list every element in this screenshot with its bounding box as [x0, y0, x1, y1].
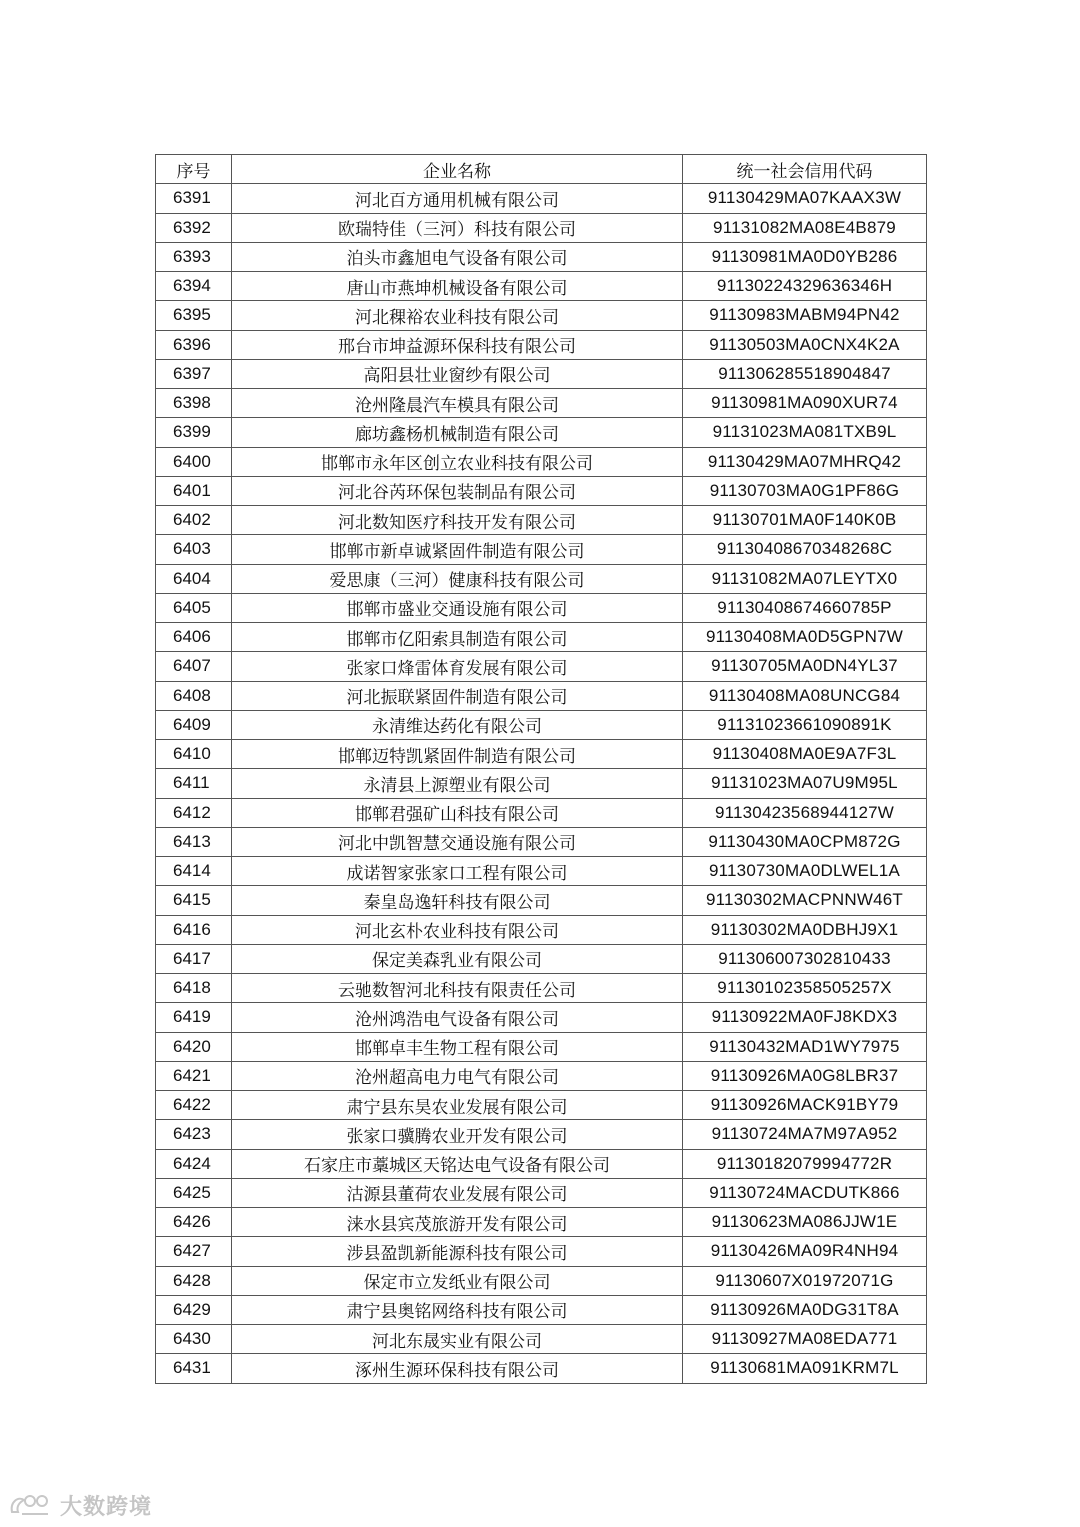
row-company-name: 邯郸君强矿山科技有限公司	[232, 798, 683, 827]
row-credit-code: 91130724MA7M97A952	[683, 1120, 927, 1149]
row-credit-code: 91130701MA0F140K0B	[683, 506, 927, 535]
row-seq: 6406	[156, 623, 232, 652]
row-seq: 6426	[156, 1208, 232, 1237]
row-company-name: 泊头市鑫旭电气设备有限公司	[232, 242, 683, 271]
watermark	[8, 1490, 152, 1520]
watermark-text: 大数跨境	[60, 1494, 153, 1520]
row-seq: 6415	[156, 886, 232, 915]
table-row	[156, 506, 927, 535]
row-credit-code: 91130408670348268C	[683, 535, 927, 564]
row-company-name: 邯郸市盛业交通设施有限公司	[232, 593, 683, 622]
row-credit-code: 911306285518904847	[683, 359, 927, 388]
row-company-name: 邯郸市永年区创立农业科技有限公司	[232, 447, 683, 476]
row-company-name: 高阳县壮业窗纱有限公司	[232, 359, 683, 388]
table-row	[156, 769, 927, 798]
row-company-name: 河北稞裕农业科技有限公司	[232, 301, 683, 330]
row-credit-code: 91130503MA0CNX4K2A	[683, 330, 927, 359]
table-row	[156, 213, 927, 242]
row-seq: 6392	[156, 213, 232, 242]
row-seq: 6405	[156, 593, 232, 622]
row-seq: 6407	[156, 652, 232, 681]
row-credit-code: 91130430MA0CPM872G	[683, 827, 927, 856]
table-row	[156, 1091, 927, 1120]
row-credit-code: 91130981MA090XUR74	[683, 389, 927, 418]
row-credit-code: 91130432MAD1WY7975	[683, 1032, 927, 1061]
row-credit-code: 91130927MA08EDA771	[683, 1325, 927, 1354]
row-company-name: 石家庄市藁城区天铭达电气设备有限公司	[232, 1149, 683, 1178]
row-credit-code: 91130429MA07MHRQ42	[683, 447, 927, 476]
table-row	[156, 1003, 927, 1032]
row-credit-code: 91130730MA0DLWEL1A	[683, 857, 927, 886]
row-seq: 6396	[156, 330, 232, 359]
row-credit-code: 91131023MA07U9M95L	[683, 769, 927, 798]
table-row	[156, 652, 927, 681]
row-company-name: 云驰数智河北科技有限责任公司	[232, 974, 683, 1003]
row-company-name: 秦皇岛逸轩科技有限公司	[232, 886, 683, 915]
row-seq: 6414	[156, 857, 232, 886]
row-seq: 6425	[156, 1178, 232, 1207]
table-row	[156, 944, 927, 973]
row-seq: 6419	[156, 1003, 232, 1032]
row-credit-code: 91130408MA0D5GPN7W	[683, 623, 927, 652]
row-company-name: 廊坊鑫杨机械制造有限公司	[232, 418, 683, 447]
row-company-name: 河北谷芮环保包装制品有限公司	[232, 476, 683, 505]
row-company-name: 河北玄朴农业科技有限公司	[232, 915, 683, 944]
table-row	[156, 681, 927, 710]
row-company-name: 邢台市坤益源环保科技有限公司	[232, 330, 683, 359]
table-row	[156, 1032, 927, 1061]
row-credit-code: 91130705MA0DN4YL37	[683, 652, 927, 681]
row-company-name: 张家口骥腾农业开发有限公司	[232, 1120, 683, 1149]
table-row	[156, 593, 927, 622]
row-seq: 6404	[156, 564, 232, 593]
row-credit-code: 911306007302810433	[683, 944, 927, 973]
row-seq: 6400	[156, 447, 232, 476]
row-company-name: 涉县盈凯新能源科技有限公司	[232, 1237, 683, 1266]
row-company-name: 爱思康（三河）健康科技有限公司	[232, 564, 683, 593]
row-company-name: 邯郸市新卓诚紧固件制造有限公司	[232, 535, 683, 564]
table-row	[156, 974, 927, 1003]
table-row	[156, 1061, 927, 1090]
row-seq: 6402	[156, 506, 232, 535]
table-row	[156, 301, 927, 330]
row-company-name: 永清维达药化有限公司	[232, 710, 683, 739]
table-row	[156, 1120, 927, 1149]
row-company-name: 河北振联紧固件制造有限公司	[232, 681, 683, 710]
row-seq: 6398	[156, 389, 232, 418]
row-credit-code: 91130224329636346H	[683, 272, 927, 301]
table-row	[156, 242, 927, 271]
row-credit-code: 91130926MA0DG31T8A	[683, 1295, 927, 1324]
table-row	[156, 184, 927, 213]
table-header-row	[156, 155, 927, 184]
table-row	[156, 1208, 927, 1237]
row-company-name: 肃宁县奥铭网络科技有限公司	[232, 1295, 683, 1324]
row-credit-code: 91130102358505257X	[683, 974, 927, 1003]
table-row	[156, 915, 927, 944]
row-credit-code: 91130681MA091KRM7L	[683, 1354, 927, 1383]
row-credit-code: 91130724MACDUTK866	[683, 1178, 927, 1207]
row-seq: 6411	[156, 769, 232, 798]
row-seq: 6403	[156, 535, 232, 564]
table-row	[156, 1149, 927, 1178]
row-seq: 6427	[156, 1237, 232, 1266]
row-credit-code: 91130926MACK91BY79	[683, 1091, 927, 1120]
row-company-name: 成诺智家张家口工程有限公司	[232, 857, 683, 886]
table-row	[156, 1178, 927, 1207]
table-row	[156, 389, 927, 418]
row-credit-code: 91130983MABM94PN42	[683, 301, 927, 330]
row-seq: 6428	[156, 1266, 232, 1295]
brand-logo-icon	[8, 1492, 54, 1518]
row-seq: 6418	[156, 974, 232, 1003]
row-company-name: 河北东晟实业有限公司	[232, 1325, 683, 1354]
row-company-name: 河北中凯智慧交通设施有限公司	[232, 827, 683, 856]
row-seq: 6394	[156, 272, 232, 301]
row-credit-code: 91130408674660785P	[683, 593, 927, 622]
row-company-name: 涿州生源环保科技有限公司	[232, 1354, 683, 1383]
row-credit-code: 91130408MA0E9A7F3L	[683, 740, 927, 769]
row-company-name: 河北数知医疗科技开发有限公司	[232, 506, 683, 535]
row-seq: 6430	[156, 1325, 232, 1354]
row-seq: 6431	[156, 1354, 232, 1383]
row-credit-code: 91130926MA0G8LBR37	[683, 1061, 927, 1090]
row-seq: 6422	[156, 1091, 232, 1120]
row-seq: 6412	[156, 798, 232, 827]
row-credit-code: 91130302MA0DBHJ9X1	[683, 915, 927, 944]
table-row	[156, 272, 927, 301]
row-credit-code: 91131082MA07LEYTX0	[683, 564, 927, 593]
row-seq: 6429	[156, 1295, 232, 1324]
table-row	[156, 710, 927, 739]
row-company-name: 肃宁县东昊农业发展有限公司	[232, 1091, 683, 1120]
row-company-name: 河北百方通用机械有限公司	[232, 184, 683, 213]
row-credit-code: 91130607X01972071G	[683, 1266, 927, 1295]
row-seq: 6421	[156, 1061, 232, 1090]
row-company-name: 唐山市燕坤机械设备有限公司	[232, 272, 683, 301]
table-row	[156, 447, 927, 476]
row-credit-code: 91130426MA09R4NH94	[683, 1237, 927, 1266]
table-row	[156, 857, 927, 886]
row-credit-code: 91131023MA081TXB9L	[683, 418, 927, 447]
row-seq: 6420	[156, 1032, 232, 1061]
row-company-name: 邯郸迈特凯紧固件制造有限公司	[232, 740, 683, 769]
row-credit-code: 91130703MA0G1PF86G	[683, 476, 927, 505]
row-seq: 6391	[156, 184, 232, 213]
table-row	[156, 330, 927, 359]
row-seq: 6410	[156, 740, 232, 769]
row-seq: 6409	[156, 710, 232, 739]
table-row	[156, 1237, 927, 1266]
row-company-name: 永清县上源塑业有限公司	[232, 769, 683, 798]
row-credit-code: 91130423568944127W	[683, 798, 927, 827]
row-seq: 6399	[156, 418, 232, 447]
table-row	[156, 418, 927, 447]
header-seq: 序号	[156, 155, 232, 184]
row-seq: 6397	[156, 359, 232, 388]
row-seq: 6423	[156, 1120, 232, 1149]
row-credit-code: 91130302MACPNNW46T	[683, 886, 927, 915]
row-credit-code: 91130408MA08UNCG84	[683, 681, 927, 710]
table-row	[156, 1266, 927, 1295]
row-credit-code: 91131082MA08E4B879	[683, 213, 927, 242]
row-company-name: 邯郸市亿阳索具制造有限公司	[232, 623, 683, 652]
row-seq: 6395	[156, 301, 232, 330]
row-seq: 6417	[156, 944, 232, 973]
row-seq: 6393	[156, 242, 232, 271]
table-row	[156, 1354, 927, 1383]
row-company-name: 保定市立发纸业有限公司	[232, 1266, 683, 1295]
row-seq: 6424	[156, 1149, 232, 1178]
row-company-name: 涞水县宾茂旅游开发有限公司	[232, 1208, 683, 1237]
row-credit-code: 91130182079994772R	[683, 1149, 927, 1178]
row-credit-code: 91130981MA0D0YB286	[683, 242, 927, 271]
row-company-name: 邯郸卓丰生物工程有限公司	[232, 1032, 683, 1061]
table-row	[156, 886, 927, 915]
table-row	[156, 535, 927, 564]
row-seq: 6408	[156, 681, 232, 710]
row-company-name: 保定美森乳业有限公司	[232, 944, 683, 973]
row-seq: 6416	[156, 915, 232, 944]
row-company-name: 张家口烽雷体育发展有限公司	[232, 652, 683, 681]
row-credit-code: 91130922MA0FJ8KDX3	[683, 1003, 927, 1032]
header-company-name: 企业名称	[232, 155, 683, 184]
table-row	[156, 359, 927, 388]
header-credit-code: 统一社会信用代码	[683, 155, 927, 184]
table-row	[156, 827, 927, 856]
table-row	[156, 623, 927, 652]
table-row	[156, 798, 927, 827]
row-company-name: 沧州隆晨汽车模具有限公司	[232, 389, 683, 418]
table-row	[156, 564, 927, 593]
table-row	[156, 1295, 927, 1324]
row-company-name: 欧瑞特佳（三河）科技有限公司	[232, 213, 683, 242]
table-row	[156, 740, 927, 769]
row-credit-code: 91130429MA07KAAX3W	[683, 184, 927, 213]
row-credit-code: 91131023661090891K	[683, 710, 927, 739]
row-credit-code: 91130623MA086JJW1E	[683, 1208, 927, 1237]
table-row	[156, 476, 927, 505]
company-credit-code-table	[155, 154, 927, 1384]
row-company-name: 沧州鸿浩电气设备有限公司	[232, 1003, 683, 1032]
row-seq: 6401	[156, 476, 232, 505]
row-company-name: 沧州超高电力电气有限公司	[232, 1061, 683, 1090]
row-company-name: 沽源县董荷农业发展有限公司	[232, 1178, 683, 1207]
row-seq: 6413	[156, 827, 232, 856]
table-row	[156, 1325, 927, 1354]
